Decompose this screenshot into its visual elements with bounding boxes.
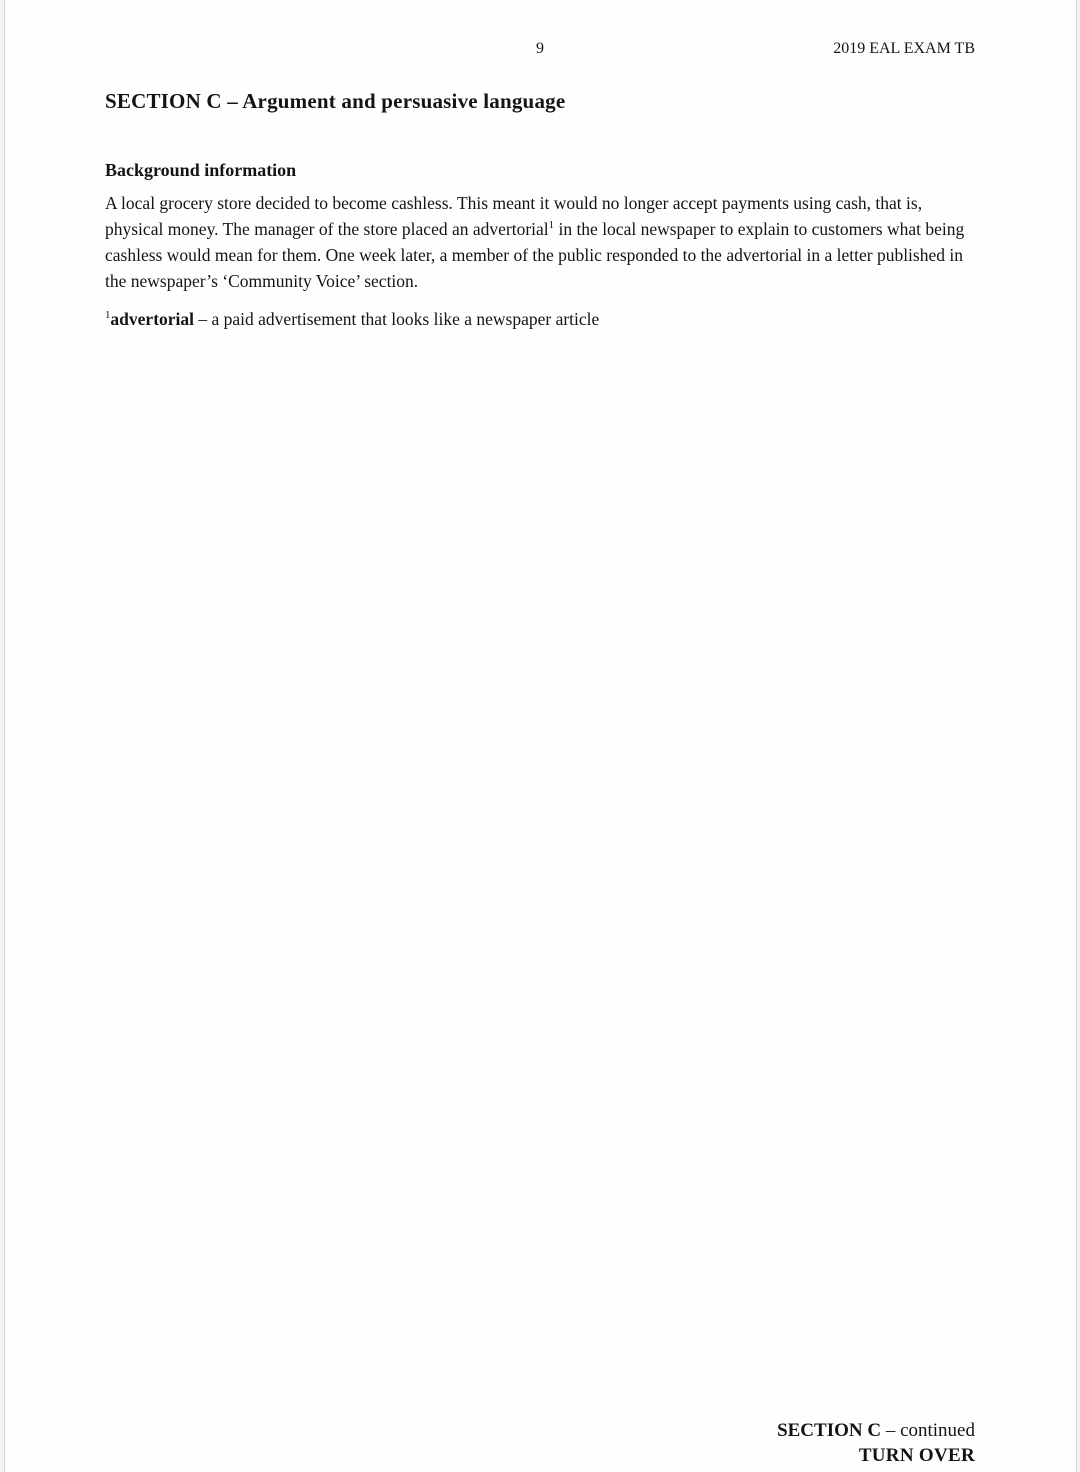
section-continued-line xyxy=(777,1418,975,1443)
turn-over-label: TURN OVER xyxy=(858,1445,975,1466)
page-content xyxy=(105,88,977,332)
paragraph-text-before-ref: A local grocery store decided to become cashless. This meant it would no longer accept payments using cash, that is, physical money. The manager of the store placed an advertorial xyxy=(105,193,923,239)
paragraph-text-after-ref: in the local newspaper to explain to customers what being cashless would mean for them. One week later, a member of the public responded to the advertorial in a letter published in the newspaper’s ‘Community Voice’ section. xyxy=(105,219,965,291)
page-footer xyxy=(777,1418,975,1468)
footnote-definition: – a paid advertisement that looks like a newspaper article xyxy=(194,309,600,329)
footnote xyxy=(105,306,977,332)
footer-section-label: SECTION C xyxy=(777,1420,882,1441)
footnote-reference-superscript: 1 xyxy=(548,219,555,232)
background-information-heading: Background information xyxy=(105,160,297,180)
section-title: SECTION C – Argument and persuasive language xyxy=(105,89,566,113)
footnote-term: advertorial xyxy=(110,309,195,329)
footer-continued-suffix: – continued xyxy=(881,1420,975,1441)
page-edge-right xyxy=(1076,0,1080,1472)
exam-label: 2019 EAL EXAM TB xyxy=(833,40,975,57)
footnote-marker-superscript: 1 xyxy=(105,309,111,322)
page-number: 9 xyxy=(536,40,544,57)
page-edge-left xyxy=(0,0,5,1472)
page-header xyxy=(105,38,975,60)
background-paragraph xyxy=(105,190,977,294)
